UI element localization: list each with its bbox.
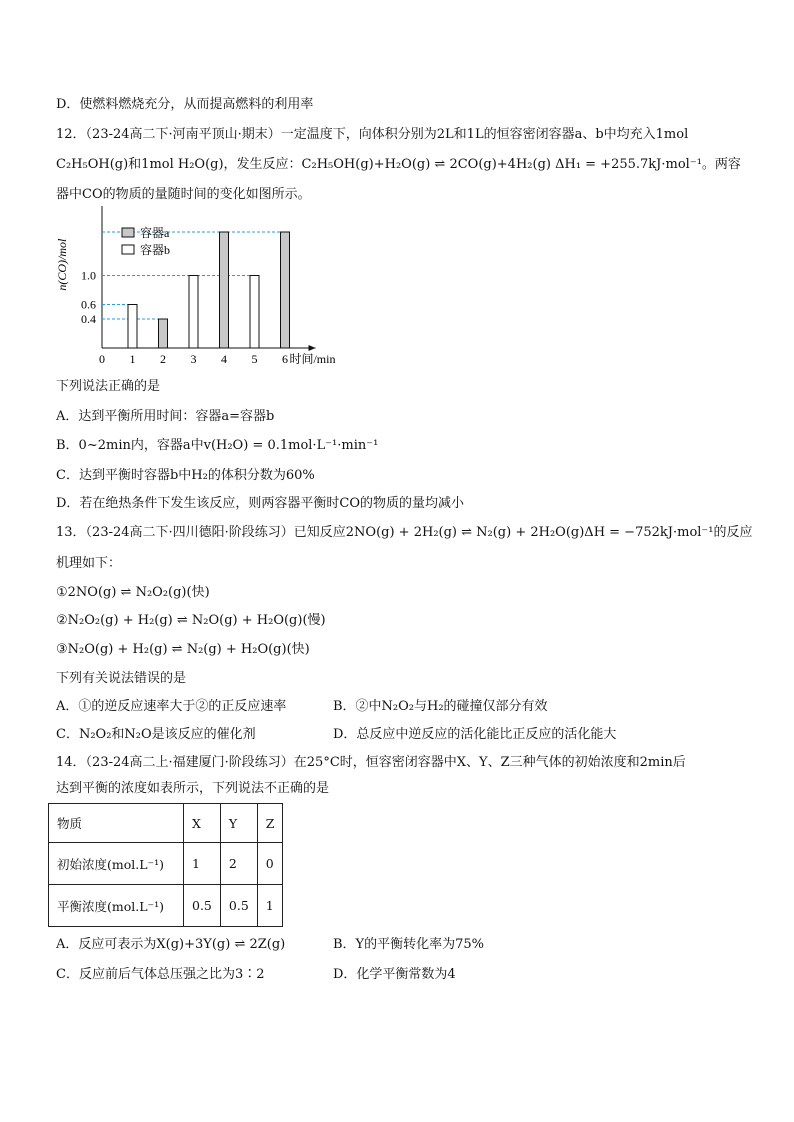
table-header-row — [49, 804, 283, 843]
q13-step-2: ②N₂O₂(g) + H₂(g) ⇌ N₂O(g) + H₂O(g)(慢) — [56, 613, 326, 628]
table-row — [49, 843, 283, 885]
legend-label: 容器b — [140, 243, 171, 257]
q14-option-b: B．Y的平衡转化率为75% — [333, 937, 485, 952]
q12-stem-line1: 12．（23-24高二下·河南平顶山·期末）一定温度下，向体积分别为2L和1L的恒容密闭容器a、b中均充入1mol — [56, 127, 689, 142]
table-cell: 2 — [220, 843, 257, 885]
x-tick-label: 3 — [190, 352, 197, 366]
q13-option-c: C．N₂O₂和N₂O是该反应的催化剂 — [56, 727, 256, 742]
x-tick-label: 5 — [251, 352, 258, 366]
table-cell: 0.5 — [220, 885, 257, 927]
table-cell: 平衡浓度(mol.L⁻¹) — [49, 885, 184, 927]
x-axis-arrow-icon — [309, 345, 316, 351]
table-header-cell: X — [184, 804, 221, 843]
table-cell: 0.5 — [184, 885, 221, 927]
table-header-cell: Z — [257, 804, 283, 843]
q14-option-d: D．化学平衡常数为4 — [333, 967, 456, 982]
bar — [220, 232, 229, 348]
q13-question: 下列有关说法错误的是 — [56, 671, 187, 686]
x-tick-label: 6 — [282, 352, 288, 366]
x-tick-label: 2 — [160, 352, 166, 366]
bar — [159, 319, 168, 348]
q11-option-d: D．使燃料燃烧充分，从而提高燃料的利用率 — [56, 97, 314, 112]
y-tick-label: 1.0 — [81, 268, 96, 283]
q13-step-1: ①2NO(g) ⇌ N₂O₂(g)(快) — [56, 585, 210, 600]
table-row — [49, 885, 283, 927]
q13-step-3: ③N₂O(g) + H₂(g) ⇌ N₂(g) + H₂O(g)(快) — [56, 642, 310, 657]
q12-stem-line2: C₂H₅OH(g)和1mol H₂O(g)，发生反应：C₂H₅OH(g)+H₂O(g) ⇌ 2CO(g)+4H₂(g) ΔH₁ = +255.7kJ·mol⁻¹。两容 — [56, 157, 741, 172]
q14-option-c: C．反应前后气体总压强之比为3∶2 — [56, 967, 265, 982]
x-tick-label: 0 — [99, 352, 105, 366]
q12-option-a: A．达到平衡所用时间：容器a=容器b — [56, 409, 275, 424]
q14-stem-line2: 达到平衡的浓度如表所示，下列说法不正确的是 — [56, 781, 330, 796]
legend-swatch — [122, 245, 134, 254]
table-cell: 初始浓度(mol.L⁻¹) — [49, 843, 184, 885]
co-amount-bar-chart — [52, 206, 372, 376]
legend-swatch — [122, 228, 134, 237]
concentration-table — [48, 803, 283, 927]
q12-option-d: D．若在绝热条件下发生该反应，则两容器平衡时CO的物质的量均减小 — [56, 496, 465, 511]
q12-option-c: C．达到平衡时容器b中H₂的体积分数为60% — [56, 468, 315, 483]
q14-option-a: A．反应可表示为X(g)+3Y(g) ⇌ 2Z(g) — [56, 937, 286, 952]
bar — [250, 276, 259, 349]
y-axis-title: n(CO)/mol — [55, 238, 69, 291]
q13-option-a: A．①的逆反应速率大于②的正反应速率 — [56, 699, 287, 714]
x-tick-label: 4 — [221, 352, 227, 366]
q12-stem-line3: 器中CO的物质的量随时间的变化如图所示。 — [56, 187, 311, 202]
q12-question: 下列说法正确的是 — [56, 379, 161, 394]
table-cell: 1 — [257, 885, 283, 927]
q13-option-b: B．②中N₂O₂与H₂的碰撞仅部分有效 — [333, 699, 548, 714]
legend-label: 容器a — [140, 226, 170, 240]
table-cell: 0 — [257, 843, 283, 885]
table-header-cell: 物质 — [49, 804, 184, 843]
bar — [128, 305, 137, 349]
q13-stem-line2: 机理如下： — [56, 556, 122, 571]
y-tick-label: 0.6 — [81, 297, 96, 312]
q12-option-b: B．0~2min内，容器a中v(H₂O) = 0.1mol·L⁻¹·min⁻¹ — [56, 438, 379, 453]
table-header-cell: Y — [220, 804, 257, 843]
x-tick-label: 1 — [129, 352, 136, 366]
bar — [189, 276, 198, 349]
q13-option-d: D．总反应中逆反应的活化能比正反应的活化能大 — [333, 727, 617, 742]
q14-stem-line1: 14．（23-24高二上·福建厦门·阶段练习）在25°C时，恒容密闭容器中X、Y、Z三种气体的初始浓度和2min后 — [56, 755, 686, 770]
q13-stem-line1: 13．（23-24高二下·四川德阳·阶段练习）已知反应2NO(g) + 2H₂(g) ⇌ N₂(g) + 2H₂O(g)ΔH = −752kJ·mol⁻¹的反应 — [56, 525, 753, 540]
y-tick-label: 0.4 — [81, 312, 96, 326]
x-axis-title: 时间/min — [289, 352, 336, 366]
table-cell: 1 — [184, 843, 221, 885]
bar — [281, 232, 290, 348]
